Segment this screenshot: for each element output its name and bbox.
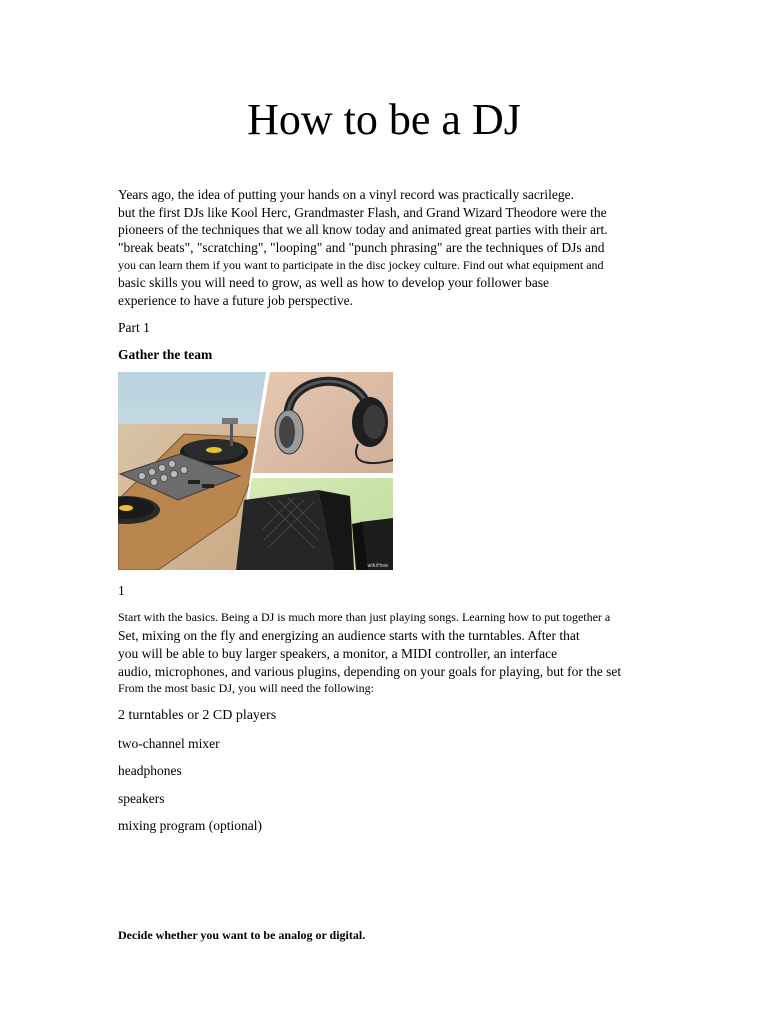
intro-line: experience to have a future job perspective. (118, 293, 354, 308)
step-line: Start with the basics. Being a DJ is much more than just playing songs. Learning how to put together a (118, 610, 611, 624)
equipment-item: mixing program (optional) (118, 818, 262, 833)
equipment-item: two-channel mixer (118, 736, 220, 751)
part-label: Part 1 (118, 320, 150, 335)
intro-line: Years ago, the idea of putting your hands on a vinyl record was practically sacrilege. (118, 187, 574, 202)
intro-line: basic skills you will need to grow, as well as how to develop your follower base (118, 275, 550, 290)
headphones-panel (252, 372, 393, 476)
speakers-panel (236, 478, 393, 570)
intro-line: you can learn them if you want to participate in the disc jockey culture. Find out what equipment and (118, 258, 604, 272)
step-line: audio, microphones, and various plugins, depending on your goals for playing, but for the set (118, 664, 622, 679)
intro-line: but the first DJs like Kool Herc, Grandmaster Flash, and Grand Wizard Theodore were the (118, 205, 607, 220)
equipment-item: 2 turntables or 2 CD players (118, 708, 277, 723)
next-step-heading: Decide whether you want to be analog or digital. (118, 928, 366, 942)
equipment-item: speakers (118, 791, 165, 806)
watermark: wikiHow (367, 563, 388, 569)
intro-line: "break beats", "scratching", "looping" and "punch phrasing" are the techniques of DJs and (118, 240, 605, 255)
step-number: 1 (118, 583, 125, 598)
dj-equipment-illustration (118, 372, 393, 570)
intro-line: pioneers of the techniques that we all know today and animated great parties with their art. (118, 222, 608, 237)
equipment-item: headphones (118, 763, 182, 778)
step-line: you will be able to buy larger speakers, a monitor, a MIDI controller, an interface (118, 646, 558, 661)
step-line: From the most basic DJ, you will need the following: (118, 681, 374, 695)
step-line: Set, mixing on the fly and energizing an audience starts with the turntables. After that (118, 628, 580, 643)
page-title: How to be a DJ (247, 95, 521, 144)
section-heading: Gather the team (118, 347, 213, 362)
